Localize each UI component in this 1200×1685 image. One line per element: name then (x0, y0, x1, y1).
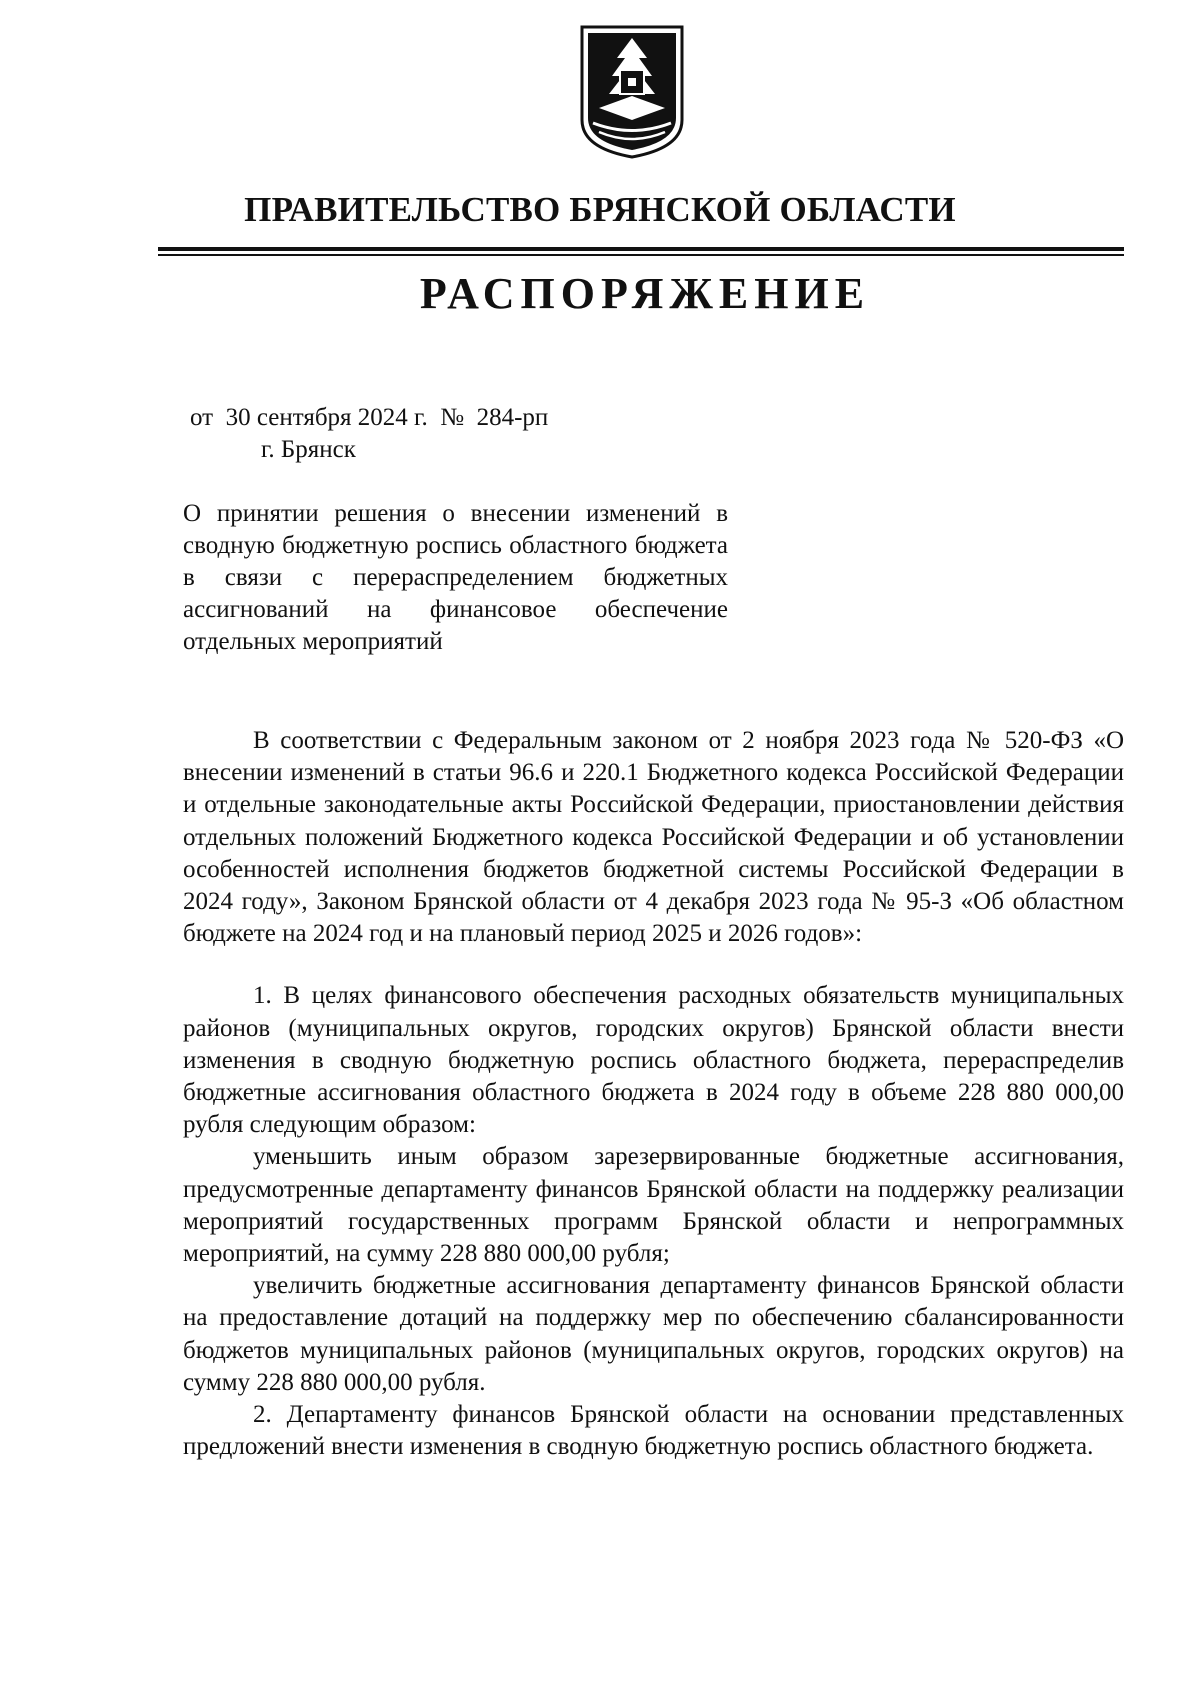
document-subject: О принятии решения о внесении изменений в сводную бюджетную роспись областного бюджета в связи с перераспределением бюджетных ассигнований на финансовое обеспечение отдельных мероприятий (183, 500, 728, 655)
header-divider-thick (158, 247, 1124, 251)
preamble-paragraph: В соответствии с Федеральным законом от 2 ноября 2023 года № 520-ФЗ «О внесении изменений в статьи 96.6 и 220.1 Бюджетного кодекса Российской Федерации и отдельные законодательные акты Российской Федерации, приостановлении действия отдельных положений Бюджетного кодекса Российской Федерации и об установлении особенностей исполнения бюджетов бюджетной системы Российской Федерации в 2024 году», Законом Брянской области от 4 декабря 2023 года № 95-З «Об областном бюджете на 2024 год и на плановый период 2025 и 2026 годов»: (183, 727, 1124, 948)
document-body (183, 725, 1124, 1463)
organization-title: ПРАВИТЕЛЬСТВО БРЯНСКОЙ ОБЛАСТИ (244, 190, 956, 229)
clause-1-paragraph: 1. В целях финансового обеспечения расходных обязательств муниципальных районов (муниципальных округов, городских округов) Брянской области внести изменения в сводную бюджетную роспись областного бюджета, перераспределив бюджетные ассигнования областного бюджета в 2024 году в объеме 228 880 000,00 рубля следующим образом: (183, 982, 1124, 1139)
clause-2-paragraph: 2. Департаменту финансов Брянской области на основании представленных предложений внести изменения в сводную бюджетную роспись областного бюджета. (183, 1401, 1124, 1461)
header-divider-thin (158, 254, 1124, 256)
document-type-title: РАСПОРЯЖЕНИЕ (419, 269, 871, 318)
document-city: г. Брянск (261, 436, 356, 463)
clause-1-increase-paragraph: увеличить бюджетные ассигнования департаменту финансов Брянской области на предоставление дотаций на поддержку мер по обеспечению сбалансированности бюджетов муниципальных районов (муниципальных округов, городских округов) на сумму 228 880 000,00 рубля. (183, 1272, 1124, 1396)
clause-1-decrease-paragraph: уменьшить иным образом зарезервированные бюджетные ассигнования, предусмотренные департаменту финансов Брянской области на поддержку реализации мероприятий государственных программ Брянской области и непрограммных мероприятий, на сумму 228 880 000,00 рубля; (183, 1143, 1124, 1268)
coat-of-arms-emblem (579, 24, 685, 160)
document-date-number: от 30 сентября 2024 г. № 284-рп (190, 404, 549, 431)
